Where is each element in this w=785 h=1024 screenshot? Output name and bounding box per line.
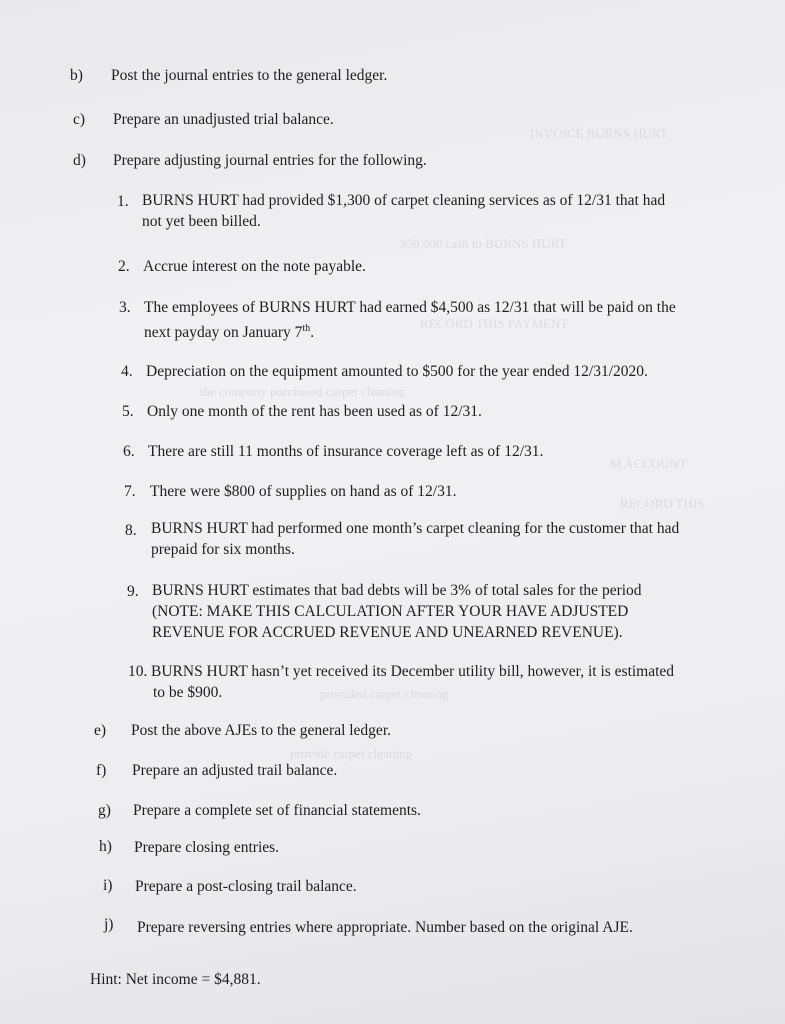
adjustment-line: The employees of BURNS HURT had earned $4,500 as 12/31 that will be paid on the	[144, 299, 676, 316]
adjustment-text	[148, 441, 543, 462]
adjustment-number: 10.	[128, 663, 148, 680]
adjustment-line: BURNS HURT had performed one month’s carpet cleaning for the customer that had	[151, 520, 680, 537]
adjustment-line: REVENUE FOR ACCRUED REVENUE AND UNEARNED REVENUE).	[152, 624, 623, 641]
step-label-b: b)	[70, 67, 83, 84]
adjustment-number: 1.	[117, 193, 129, 210]
adjustment-line	[144, 318, 676, 343]
step-text-g: Prepare a complete set of financial statements.	[133, 802, 421, 819]
adjustment-line: Only one month of the rent has been used as of 12/31.	[147, 403, 482, 420]
step-label-f: f)	[96, 762, 107, 779]
step-label-d: d)	[73, 152, 86, 169]
bleed-through-text: M ACCOUNT	[610, 456, 687, 471]
adjustment-line: not yet been billed.	[142, 213, 261, 230]
step-label-e: e)	[94, 722, 107, 739]
adjustment-text	[146, 361, 648, 382]
adjustment-text	[142, 190, 665, 232]
bleed-through-text: the company purchased carpet cleaning	[200, 384, 406, 399]
adjustment-text	[147, 401, 482, 422]
adjustment-text	[153, 661, 674, 703]
adjustment-line-part: next payday on January 7	[144, 324, 303, 342]
step-label-c: c)	[73, 111, 86, 128]
bleed-through-text: RECORD THIS PAYMENT	[420, 316, 569, 331]
adjustment-number: 8.	[125, 522, 137, 539]
bleed-through-text: INVOICE BURNS HURT	[530, 126, 668, 141]
step-label-g: g)	[98, 802, 111, 819]
step-text-b: Post the journal entries to the general ledger.	[111, 67, 388, 84]
step-label-i: i)	[103, 877, 113, 894]
adjustment-text	[144, 297, 676, 343]
step-text-e: Post the above AJEs to the general ledger.	[131, 722, 391, 739]
adjustment-line: Accrue interest on the note payable.	[143, 258, 366, 275]
hint-text: Hint: Net income = $4,881.	[90, 971, 261, 988]
adjustment-text	[143, 256, 366, 277]
adjustment-line: There were $800 of supplies on hand as of 12/31.	[150, 483, 457, 500]
bleed-through-text: $50,000 cash to BURNS HURT	[400, 236, 567, 251]
adjustment-line: Depreciation on the equipment amounted to $500 for the year ended 12/31/2020.	[146, 363, 648, 380]
step-text-h: Prepare closing entries.	[134, 839, 280, 856]
adjustment-line-part: .	[310, 324, 315, 342]
bleed-through-text: provided carpet cleaning	[320, 686, 449, 701]
adjustment-number: 7.	[124, 483, 136, 500]
step-text-j: Prepare reversing entries where appropriate. Number based on the original AJE.	[137, 919, 633, 936]
adjustment-line: BURNS HURT estimates that bad debts will be 3% of total sales for the period	[152, 582, 642, 599]
step-label-h: h)	[99, 838, 112, 855]
adjustment-number: 9.	[127, 583, 139, 600]
adjustment-number: 3.	[119, 299, 131, 316]
adjustment-line: to be $900.	[153, 684, 223, 701]
step-text-d: Prepare adjusting journal entries for the following.	[113, 152, 427, 169]
step-text-f: Prepare an adjusted trail balance.	[132, 762, 338, 779]
step-text-i: Prepare a post-closing trail balance.	[135, 878, 357, 895]
adjustment-text	[152, 580, 642, 643]
adjustment-line: There are still 11 months of insurance coverage left as of 12/31.	[148, 443, 544, 460]
step-label-j: j)	[104, 916, 114, 933]
adjustment-line: (NOTE: MAKE THIS CALCULATION AFTER YOUR HAVE ADJUSTED	[152, 603, 629, 620]
adjustment-number: 5.	[122, 403, 134, 420]
adjustment-line: BURNS HURT hasn’t yet received its December utility bill, however, it is estimated	[151, 663, 675, 680]
adjustment-text	[151, 518, 679, 560]
adjustment-line: BURNS HURT had provided $1,300 of carpet cleaning services as of 12/31 that had	[142, 192, 666, 209]
adjustment-number: 2.	[118, 258, 130, 275]
adjustment-number: 6.	[123, 443, 135, 460]
step-text-c: Prepare an unadjusted trial balance.	[113, 111, 334, 128]
adjustment-number: 4.	[121, 363, 133, 380]
ordinal-suffix: th	[302, 323, 311, 334]
bleed-through-text: RECORD THIS	[620, 496, 705, 511]
adjustment-text	[150, 481, 456, 502]
adjustment-line: prepaid for six months.	[151, 541, 295, 558]
bleed-through-text: provide carpet cleaning	[290, 746, 412, 761]
